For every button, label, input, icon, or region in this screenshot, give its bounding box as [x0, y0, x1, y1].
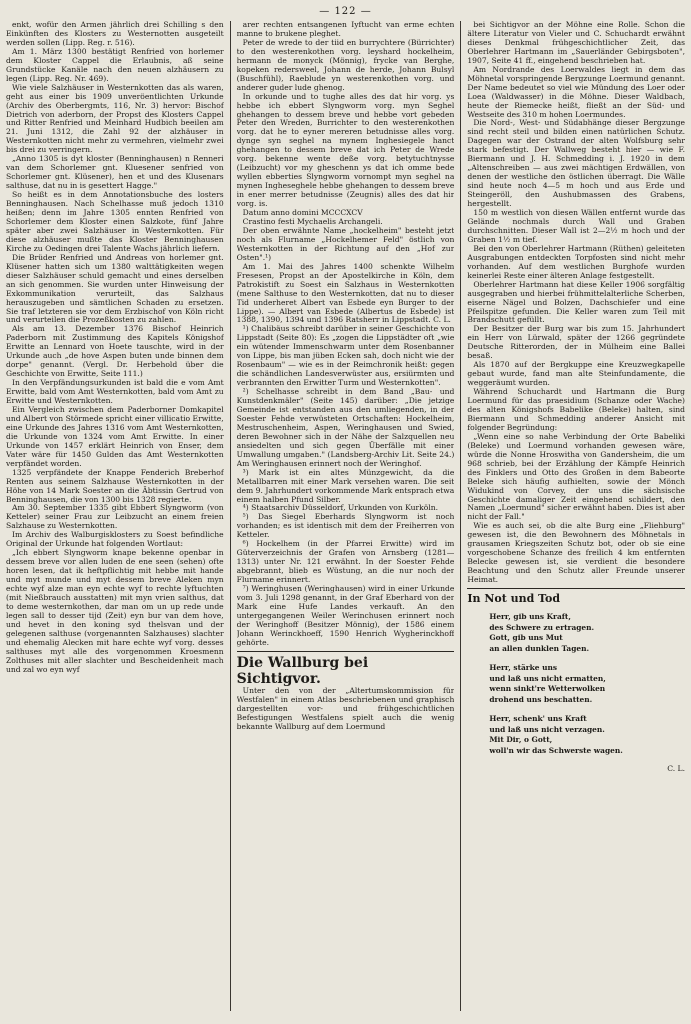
paragraph: Am 30. September 1335 gibt Ebbert Slyngworm (von Ketteler) seiner Frau zur Leibzucht an einem freien Salzhause zu Westernkotten. — [6, 503, 224, 531]
poem-line: Herr, schenk' uns Kraft — [489, 714, 587, 723]
paragraph: Als 1870 auf der Bergkuppe eine Kreuzwegkapelle gebaut wurde, fand man alte Steinfundamente, die weggeräumt wurden. — [467, 360, 686, 388]
page-number: — 122 — — [319, 6, 372, 17]
poem-stanza — [489, 714, 685, 756]
paragraph: ⁶) Hockelhem (in der Pfarrei Erwitte) wird im Güterverzeichnis der Grafen von Arnsberg (1281—1313) unter Nr. 121 erwähnt. In der Soester Fehde abgebrannt, blieb es Wüstung, an die nur noch der Flurname erinnert. — [236, 539, 455, 585]
poem-title: In Not und Tod — [467, 592, 561, 606]
poem-stanza — [489, 663, 685, 705]
paragraph: ²) Schelhasse schreibt in dem Band „Bau- und Kunstdenkmäler" (Seite 145) darüber: „Die jetzige Gemeinde ist entstanden aus den umliegenden, in der Soester Fehde verwüsteten Ortschaften: Hockelheim, Mestruschenheim, Aspen, Weringhausen und Swied, deren Bewohner sich in der Nähe der Salzquellen neu ansiedelten und sich gegen Überfälle mit einer Umwallung umgaben." (Landsberg-Archiv Lit. Seite 24.) Am Weringhausen erinnert noch der Weringhof. — [236, 387, 455, 468]
poem-line: drohend uns beschatten. — [489, 694, 593, 704]
paragraph: Unter den von der „Altertumskommission für Westfalen" in einem Atlas beschriebenen und graphisch dargestellten vor- und frühgeschichtlichen Befestigungen Westfalens spielt auch die wenig bekannte Wallburg auf dem Loermund — [236, 685, 455, 731]
poem-line: Herr, gib uns Kraft, — [489, 612, 571, 621]
paragraph: Die Brüder Renfried und Andreas von horlemer gnt. Klüsener hatten sich um 1380 walttätigkeiten wegen dieser Salzhäuser schuld gemacht und eines derselben an sich genommen. Sie wurden unter Hinweisung der Exkommunikation verurteilt, das Salzhaus herauszugeben und sämtlichen Schaden zu ersetzen. Sie traf letzteren sie vor dem Erzbischof von Köln richt und verurteilen die Prozeßkosten zu zahlen. — [6, 252, 224, 325]
paragraph: Oberlehrer Hartmann hat diese Keller 1906 sorgfältig ausgegraben und hierbei frühmittelalterliche Scherben, eiserne Nägel und Bolzen, Dachschiefer und eine Pfeilspitze gefunden. Die Keller waren zum Teil mit Brandschutt gefüllt. — [467, 279, 686, 325]
column-2-article — [237, 687, 455, 732]
paragraph: enkt, wofür den Armen jährlich drei Schilling s den Einkünften des Klosters zu Westernotten ausgeteilt werden sollen (Lipp. Reg. r. 516). — [6, 21, 224, 47]
column-3-article — [467, 21, 685, 585]
paragraph: „Ich ebbert Slyngworm knape bekenne openbar in dessem breve vor allen luden de ene seen (sehen) ofte horen lesen, dat ik heftpflichtig mit hebbe mit hande und myt munde und myt dessem breve Aleken myn echte wyf alze man eyn echte wyf to rechte lyftuchten (mit Nießbrauch ausstatten) mit myn vrien salthus, dat to deme westernkothen, dar man om un up rede unde legen sall to desser tijd (Zeit) eyn bur van dem hove, und hevet in den koning syd thelsvan und der gelegenen salthuse (vorgenannten Salzhauses) slachter und ehemalig Alecken mit hare echte wyf vorg. desses salthuses myt alle des vorgenommen Kroesmenn Zolthuses mit aller slachter und Bescheidenheit mach und zal wo eyn wyf — [6, 548, 224, 674]
column-rule — [460, 21, 461, 1011]
poem-signature: C. L. — [667, 764, 686, 773]
paragraph: Peter de wrede to der tiid en burrychtere (Bürrichter) to den westerenkothen vorg. leyshard hockelheim, hermann de monyck (Mönnig), frycke van Berghe, kopeken redersweel, Johann de herde, Johann Bulsyl (Buschfühl), Raeblude yn westerenkothen vorg. und anderer guder lude ghenog. — [236, 37, 455, 92]
column-rule — [230, 21, 231, 1011]
poem-line: woll'n wir das Schwerste wagen. — [489, 745, 623, 755]
paragraph: Der oben erwähnte Name „hockelheim" besteht jetzt noch als Flurname „Hockelhemer Feld" östlich von Westernkotten in der Richtung auf den „Hof zur Osten".¹) — [236, 225, 455, 262]
column-2-notes — [237, 21, 455, 648]
column-3 — [467, 21, 685, 1011]
column-1 — [6, 21, 224, 1011]
paragraph: ⁵) Das Siegel Eberhards Slyngworm ist noch vorhanden; es ist identisch mit dem der Freiherren von Ketteler. — [236, 512, 455, 540]
poem-line: Gott, gib uns Mut — [489, 633, 563, 642]
paragraph: Im Archiv des Walburgisklosters zu Soest befindliche Original der Urkunde hat folgenden Wortlaut: — [6, 530, 224, 549]
columns — [6, 21, 685, 1011]
poem-divider — [467, 588, 685, 589]
paragraph: bei Sichtigvor an der Möhne eine Rolle. Schon die ältere Literatur von Vieler und C. Schuchardt erwähnt dieses Denkmal frühgeschichtlicher Zeit, das Oberlehrer Hartmann im „Sauerländer Gebirgsboten", 1907, Seite 41 ff., eingehend beschrieben hat. — [467, 21, 686, 65]
paragraph: 150 m westlich von diesen Wällen entfernt wurde das Gelände nochmals durch Wall und Graben durchschnitten. Dieser Wall ist 2—2½ m hoch und der Graben 1½ m tief. — [467, 208, 686, 244]
column-2 — [237, 21, 455, 1011]
paragraph: In den Verpfändungsurkunden ist bald die e vom Amt Erwitte, bald vom Amt Westernkotten, bald vom Amt zu Erwitte und Westernkotten. — [6, 378, 224, 406]
paragraph: Der Besitzer der Burg war bis zum 15. Jahrhundert ein Herr von Lürwald, später der 1266 gegründete Deutsche Ritterorden, der in Mülheim eine Ballei besaß. — [467, 324, 686, 361]
paragraph: Ein Vergleich zwischen dem Paderborner Domkapitel und Albert von Störmede spricht einer villicatio Erwitte, eine Urkunde des Jahres 1316 vom Amt Westernkotten, die Urkunde von 1324 vom Amt Erwitte. In einer Urkunde von 1457 erklärt Heinrich von Enser, dem Vater wäre für 1450 Gulden das Amt Westernkotten verpfändet worden. — [6, 404, 224, 468]
paragraph: arer rechten entsangenen Iyftucht van erme echten manne to brukene pleghet. — [236, 21, 455, 38]
paragraph: Datum anno domini MCCCXCV — [242, 208, 363, 218]
poem-line: und laß uns nicht verzagen. — [489, 724, 605, 734]
poem-stanza — [489, 612, 685, 654]
paragraph: ³) Mark ist ein altes Münzgewicht, da die Metallbarren mit einer Mark versehen waren. Die seit dem 9. Jahrhundert vorkommende Mark entsprach etwa einem halben Pfund Silber. — [236, 467, 455, 504]
paragraph: Während Schuchardt und Hartmann die Burg Loermund für das praesidium (Schanze oder Wache) des alten Königshofs Babelike (Beleke) halten, sind Biermann und Schmedding anderer Ansicht mit folgender Begründung: — [467, 387, 686, 432]
paragraph: ⁴) Staatsarchiv Düsseldorf, Urkunden von Kurköln. — [242, 503, 439, 513]
paragraph: So heißt es in dem Annotationsbuche des losters Benninghausen. Nach Schelhasse muß jedoch 1310 heißen; denn im Jahre 1305 ennten Renfried von Schorlemer dem Kloster einen Salzkote, fünf Jahre später aber zwei Salzhäuser in Westernkotten. Für diese alzhäuser mußte das Kloster Benninghausen Kirche zu Oedingen drei Talente Wachs jährlich liefern. — [6, 190, 224, 253]
paragraph: „Anno 1305 is dyt kloster (Benninghausen) n Renneri van dem Schorlemer gnt. Kluesener senfried von Schorlemer gnt. Klüsener), hen et und des Klusenars salthuse, dat nu in is gesettert Hagge." — [6, 154, 224, 191]
paragraph: Am Nordrande des Loerwaldes liegt in dem das Möhnetal vorspringende Bergzunge Loermund genannt. Der Name bedeutet so viel wie Mündung des Loer oder Loea (Waldwasser) in die Möhne. Dieser Waldbach, heute der Riemecke heißt, fließt an der Süd- und Westseite des 310 m hohen Loermundes. — [467, 64, 686, 119]
paragraph: ¹) Chalibäus schreibt darüber in seiner Geschichte von Lippstadt (Seite 80): Es „zogen die Lippstädter oft „wie ein wütender Immenschwarm unter dem Rosenbanner von Lippe, bis man jüben Ecken sah, doch nicht wie der Rosenbaum" — wie es in der Reimchronik heißt: gegen die schändlichen Landesverwüster aus, ersiürmten und verbrannten den Erwitter Turm und Westernkotten". — [236, 324, 455, 388]
poem-line: Herr, stärke uns — [489, 663, 557, 672]
poem-line: wenn sinkt're Wetterwolken — [489, 684, 606, 693]
paragraph: Am 1. März 1300 bestätigt Renfried von horlemer dem Kloster Cappel die Erlaubnis, aß seine Grundstücke Kanäle nach den neuen alzhäusern zu legen (Lipp. Reg. Nr. 469). — [6, 46, 224, 83]
poem-line: an allen dunklen Tagen. — [489, 643, 590, 653]
paragraph: Wie viele Salzhäuser in Westernkotten das als waren, geht aus einer bis 1909 unveröentlichten Urkunde (Archiv des Oberbergmts, 116, Nr. 3) hervor: Bischof Dietrich von aderborn, der Propst des Klosters Cappel und Ritter Renfried und Meinhard Hudbich beeilen am 21. Juni 1312, die Zahl 92 der alzhäuser in Westernkotten nicht mehr zu vermehren, vielmehr zwei bis drei zu verringern. — [6, 82, 224, 155]
paragraph: Bei den von Oberlehrer Hartmann (Rüthen) geleiteten Ausgrabungen entdeckten Torpfosten sind nicht mehr vorhanden. Auf dem westlichen Burghofe wurden keinerlei Reste einer älteren Anlage festgestellt. — [467, 243, 686, 280]
paragraph: Wie es auch sei, ob die alte Burg eine „Fliehburg" gewesen ist, die den Bewohnern des Möhnetals in grausamen Kriegszeiten Schutz bot, oder ob sie eine vorgeschobene Schanze des freilich 4 km entfernten Belecke gewesen ist, sie verdient die besondere Beachtung und den Schutz aller Freunde unserer Heimat. — [467, 521, 686, 585]
poem-body — [467, 612, 685, 756]
paragraph: Die Nord-, West- und Südabhänge dieser Bergzunge sind recht steil und bilden einen natürlichen Schutz. Dagegen war der Ostrand der alten Wolfsburg sehr stark befestigt. Der Wallweg besteht hier — wie F. Biermann und J. H. Schmedding i. J. 1920 in dem „Altenschreiben — aus zwei mächtigen Erdwällen, von denen der westliche den östlichen überragt. Die Wälle sind heute noch 4—5 m hoch und aus Erde und Steingeröll, den Aushubmassen des Grabens, hergestellt. — [467, 118, 686, 209]
article-headline: Die Wallburg bei Sichtigvor. — [236, 654, 369, 687]
paragraph: Am 1. Mai des Jahres 1400 schenkte Wilhelm Fresesen, Propst an der Apostelkirche in Köln, dem Patrokistift zu Soest ein Salzhaus in Westernkotten (mene Salthuse to den Westernkotten, dat nu to dieser Tid underheret Albert van Esbede eyn Burger to der Lippe). — Albert van Esbede (Albertus de Esbede) ist 1388, 1390, 1394 und 1396 Ratsherr in Lippstadt. C. L. — [236, 261, 455, 325]
poem-line: und laß uns nicht ermatten, — [489, 673, 606, 683]
poem-line: Mit Dir, o Gott, — [489, 735, 553, 744]
paragraph: Als am 13. Dezember 1376 Bischof Heinrich Paderborn mit Zustimmung des Kapitels Königshof Erwitte an Lennard von Hoete tauschte, wird in der Urkunde auch „de hove Aspen buten unde binnen dem dorpe" genannt. (Vergl. Dr. Herbehold über die Geschichte von Erwitte, Seite 111.) — [6, 324, 224, 379]
paragraph: In orkunde und to tughe alles des dat hir vorg. ys hebbe ich ebbert Slyngworm vorg. myn Seghel ghehangen to dessem breve und hebbe vort gebeden Peter den Wreden, Burrichter to den westerenkothen vorg. dat he to eyner mereren betudnisse alles vorg. dynge syn seghel na mynem Inghesiegele hanct ghehangen to dessem breve dat ich Peter de Wrede vorg. bekenne wente deße vorg. betytuchtnysse (Leibzucht) vor my gheschenn ys dat ich omme bede wyllen ebberties Slyngworm vornompt myn seghel na mynen Ingheseghele hebbe ghehangen to dessem breve in ener merrer betudnisse (Zeugnis) alles des dat hir vorg. is. — [236, 91, 455, 209]
section-divider — [237, 651, 455, 652]
paragraph: „Wenn eine so nahe Verbindung der Orte Babeliki (Beleke) und Loermund vorhanden gewesen wäre, würde die Nonne Hroswitha von Gandersheim, die um 968 schrieb, bei der Erzählung der Kämpfe Heinrich des Finklers und Otto des Großen in dem Babeorte Beleke sich häufig aufhielten, sowie der Mönch Widukind von Corvey, der uns die sächsische Geschichte damaliger Zeit eingehend schildert, den Namen „Loermund" sicher erwähnt haben. Dies ist aber nicht der Fall." — [467, 431, 686, 522]
paragraph: 1325 verpfändete der Knappe Fenderich Breberhof Renten aus seinem Salzhause Westernkotten in der Höhe von 14 Mark Soester an die Äbtissin Gertrud von Benninghausen, die von 1300 bis 1328 regierte. — [6, 467, 224, 504]
paragraph: ⁷) Weringhusen (Weringhausen) wird in einer Urkunde vom 3. Juli 1298 genannt, in der Graf Eberhard von der Mark eine Hufe Landes verkauft. An den untergegangenen Weiler Werinchusen erinnert noch der Weringhoff (Besitzer Mönnig), der 1586 einem Johann Werinckhoeff, 1590 Henrich Wygherinckhoff gehörte. — [236, 584, 455, 647]
paragraph: Crastino festi Mychaelis Archangeli. — [242, 216, 383, 226]
poem-line: des Schwere zu ertragen. — [489, 622, 595, 632]
